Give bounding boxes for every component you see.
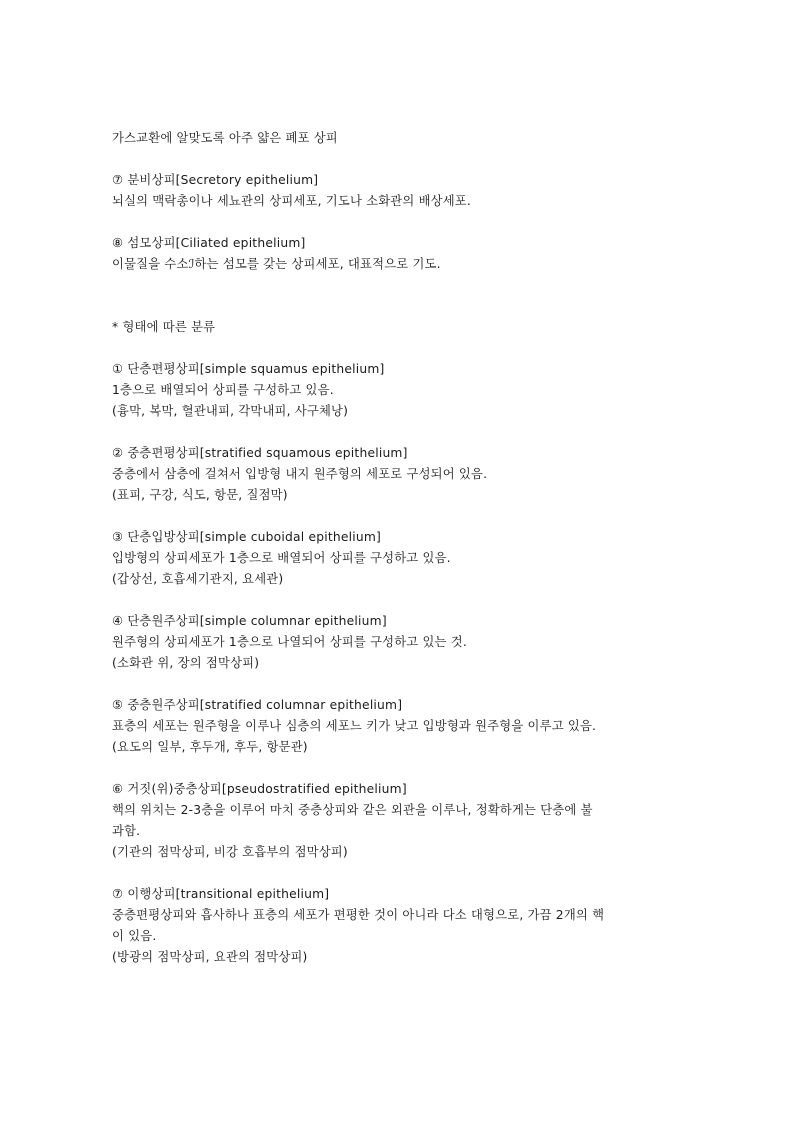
item-desc: 입방형의 상피세포가 1층으로 배열되어 상피를 구성하고 있음.	[112, 551, 451, 565]
section-heading: * 형태에 따른 분류	[112, 320, 216, 334]
function-item	[112, 233, 692, 275]
document-page	[112, 128, 692, 968]
item-title: ⑧ 섬모상피[Ciliated epithelium]	[112, 236, 306, 250]
item-desc: 표층의 세포는 원주형을 이루나 심층의 세포느 키가 낮고 입방형과 원주형을 이루고 있음.	[112, 719, 597, 733]
item-desc: 뇌실의 맥락총이나 세뇨관의 상피세포, 기도나 소화관의 배상세포.	[112, 194, 471, 208]
shape-section	[112, 359, 692, 968]
item-desc: 원주형의 상피세포가 1층으로 나열되어 상피를 구성하고 있는 것.	[112, 635, 467, 649]
shape-item	[112, 884, 692, 968]
item-desc: 핵의 위치는 2-3층을 이루어 마치 중층상피와 같은 외관을 이루나, 정확하게는 단층에 불	[112, 803, 593, 817]
shape-item	[112, 359, 692, 422]
item-examples: (요도의 일부, 후두개, 후두, 항문관)	[112, 740, 308, 754]
item-desc: 중층에서 삼층에 걸쳐서 입방형 내지 원주형의 세포로 구성되어 있음.	[112, 467, 488, 481]
item-title: ③ 단층입방상피[simple cuboidal epithelium]	[112, 530, 382, 544]
item-title: ④ 단층원주상피[simple columnar epithelium]	[112, 614, 387, 628]
item-examples: (기관의 점막상피, 비강 호흡부의 점막상피)	[112, 845, 348, 859]
item-examples: (방광의 점막상피, 요관의 점막상피)	[112, 950, 308, 964]
item-examples: (흉막, 복막, 혈관내피, 각막내피, 사구체낭)	[112, 404, 349, 418]
item-examples: (소화관 위, 장의 점막상피)	[112, 656, 260, 670]
item-desc: 이물질을 수소ℐ하는 섬모를 갖는 상피세포, 대표적으로 기도.	[112, 257, 441, 271]
shape-item	[112, 779, 692, 863]
item-desc: 중층편평상피와 흡사하나 표층의 세포가 편평한 것이 아니라 다소 대형으로, 가끔 2개의 핵	[112, 908, 605, 922]
shape-item	[112, 443, 692, 506]
function-item	[112, 170, 692, 212]
item-title: ⑤ 중층원주상피[stratified columnar epithelium]	[112, 698, 403, 712]
item-title: ② 중층편평상피[stratified squamous epithelium]	[112, 446, 408, 460]
function-section	[112, 170, 692, 275]
item-desc-continued: 과함.	[112, 824, 141, 838]
shape-item	[112, 527, 692, 590]
item-title: ⑦ 이행상피[transitional epithelium]	[112, 887, 330, 901]
item-title: ⑥ 거짓(위)중층상피[pseudostratified epithelium]	[112, 782, 407, 796]
item-title: ① 단층편평상피[simple squamus epithelium]	[112, 362, 385, 376]
shape-item	[112, 611, 692, 674]
shape-item	[112, 695, 692, 758]
item-examples: (표피, 구강, 식도, 항문, 질점막)	[112, 488, 288, 502]
intro-line: 가스교환에 알맞도록 아주 얇은 폐포 상피	[112, 131, 338, 145]
item-desc: 1층으로 배열되어 상피를 구성하고 있음.	[112, 383, 334, 397]
item-examples: (갑상선, 호흡세기관지, 요세관)	[112, 572, 284, 586]
item-title: ⑦ 분비상피[Secretory epithelium]	[112, 173, 319, 187]
item-desc-continued: 이 있음.	[112, 929, 157, 943]
